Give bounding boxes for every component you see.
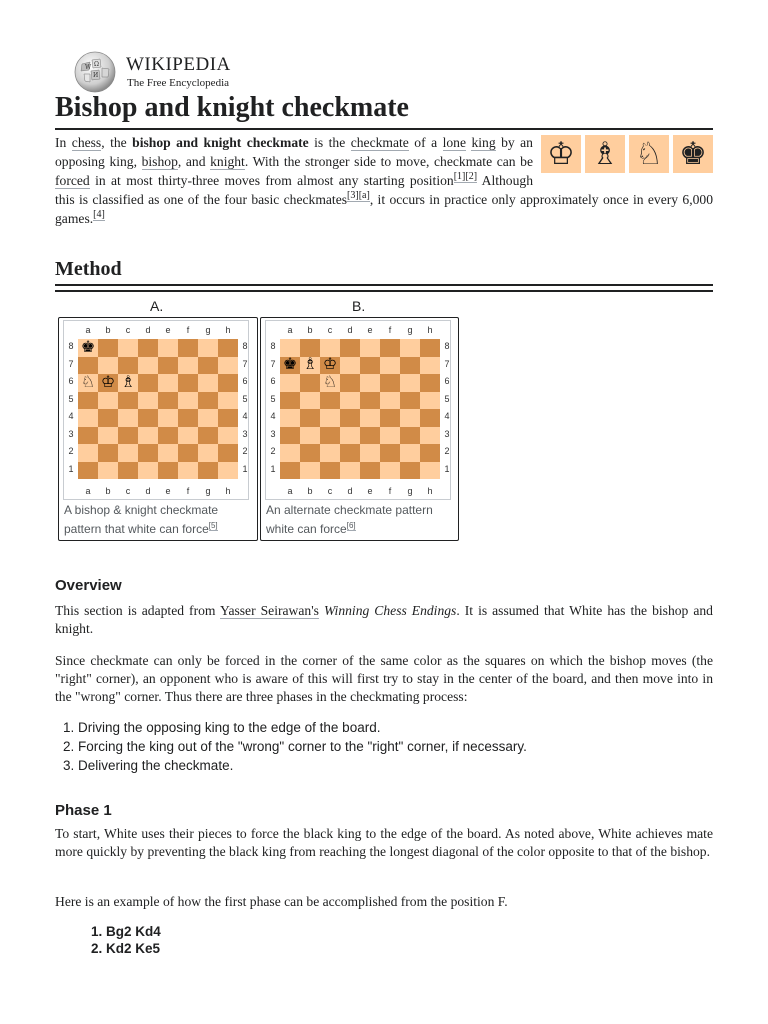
file-label: h <box>427 486 433 496</box>
square-c6 <box>118 374 138 392</box>
file-label: e <box>367 486 373 496</box>
section-heading-overview: Overview <box>55 577 122 594</box>
file-label: d <box>347 325 353 335</box>
link-knight[interactable]: knight <box>210 154 245 169</box>
intro-text: by an opposing king, <box>55 135 533 169</box>
square-f3 <box>380 427 400 445</box>
square-g8 <box>400 339 420 357</box>
section-heading-method: Method <box>55 258 122 280</box>
square-a2 <box>78 444 98 462</box>
square-f6 <box>178 374 198 392</box>
square-g2 <box>400 444 420 462</box>
square-h7 <box>218 357 238 375</box>
square-f2 <box>178 444 198 462</box>
move-list <box>90 923 161 957</box>
square-d8 <box>138 339 158 357</box>
intro-bold-term: bishop and knight checkmate <box>132 135 309 150</box>
chess-board-frame <box>63 320 249 500</box>
rank-label: 1 <box>444 463 450 474</box>
rank-label: 1 <box>242 463 248 474</box>
overview-paragraph-2: Since checkmate can only be forced in the corner of the same color as the squares on which the bishop moves (the "right" corner), an opponent who is aware of this will first try to stay in the center of the board, and then move into in the "wrong" corner. Thus there are three phases in the checkmating process: <box>55 653 713 704</box>
square-c4 <box>118 409 138 427</box>
square-c5 <box>118 392 138 410</box>
file-label: f <box>388 325 392 335</box>
square-g3 <box>400 427 420 445</box>
file-label: g <box>407 486 413 496</box>
rank-label: 2 <box>242 446 248 456</box>
square-g4 <box>400 409 420 427</box>
square-c2 <box>320 444 340 462</box>
square-e7 <box>360 357 380 375</box>
square-b3 <box>98 427 118 445</box>
square-g1 <box>400 462 420 480</box>
square-f1 <box>380 462 400 480</box>
rank-label: 8 <box>242 341 248 351</box>
rank-label: 6 <box>242 376 248 386</box>
rank-label: 4 <box>444 411 450 421</box>
square-b8 <box>98 339 118 357</box>
wikipedia-logo[interactable] <box>72 50 242 94</box>
rank-label: 8 <box>68 341 74 351</box>
square-f4 <box>178 409 198 427</box>
file-label: a <box>287 325 293 335</box>
square-d3 <box>138 427 158 445</box>
square-c1 <box>118 462 138 480</box>
black-king-icon: ♚ <box>673 135 713 173</box>
chess-piece-icon: ♗ <box>120 373 136 391</box>
phase1-paragraph-2: Here is an example of how the first phase can be accomplished from the position F. <box>55 894 508 909</box>
rank-label: 4 <box>270 411 276 421</box>
square-f4 <box>380 409 400 427</box>
square-e2 <box>158 444 178 462</box>
square-f3 <box>178 427 198 445</box>
white-bishop-icon: ♗ <box>585 135 625 173</box>
file-label: a <box>85 325 91 335</box>
square-b6 <box>98 374 118 392</box>
file-label: g <box>205 325 211 335</box>
link-forced[interactable]: forced <box>55 173 90 188</box>
square-e4 <box>158 409 178 427</box>
square-d5 <box>340 392 360 410</box>
square-g6 <box>198 374 218 392</box>
square-g4 <box>198 409 218 427</box>
link-lone[interactable]: lone <box>442 135 466 150</box>
square-e5 <box>158 392 178 410</box>
book-title: Winning Chess Endings <box>323 603 457 618</box>
file-label: f <box>186 486 190 496</box>
square-h5 <box>218 392 238 410</box>
link-king[interactable]: king <box>471 135 496 150</box>
intro-text: In <box>55 135 72 150</box>
file-label: c <box>125 486 131 496</box>
file-label: g <box>407 325 413 335</box>
square-a6 <box>78 374 98 392</box>
square-b4 <box>300 409 320 427</box>
intro-text: , the <box>101 135 133 150</box>
rank-label: 4 <box>242 411 248 421</box>
square-h6 <box>420 374 440 392</box>
caption-text: A bishop & knight checkmate pattern that white can force <box>64 503 219 536</box>
square-a6 <box>280 374 300 392</box>
intro-text: of a <box>408 135 443 150</box>
file-label: b <box>307 325 313 335</box>
white-knight-icon: ♘ <box>629 135 669 173</box>
list-item: 2. Forcing the king out of the "wrong" corner to the "right" corner, if necessary. <box>78 737 527 756</box>
square-a1 <box>280 462 300 480</box>
square-a5 <box>78 392 98 410</box>
chess-piece-icon: ♔ <box>100 373 116 391</box>
reference-link[interactable]: [5] <box>208 521 218 530</box>
reference-link[interactable]: [4] <box>93 209 105 221</box>
rank-label: 6 <box>444 376 450 386</box>
intro-text: , and <box>177 154 211 169</box>
wikipedia-globe-icon <box>72 50 118 94</box>
square-a7 <box>280 357 300 375</box>
square-h2 <box>420 444 440 462</box>
diagram-a <box>58 317 258 541</box>
square-g3 <box>198 427 218 445</box>
square-b3 <box>300 427 320 445</box>
chess-piece-icon: ♗ <box>302 356 318 374</box>
file-label: f <box>388 486 392 496</box>
phase1-paragraph-1: To start, White uses their pieces to force the black king to the edge of the board. As noted above, White achieves mate more quickly by preventing the black king from reaching the longest diagonal of the color opposite to that of the bishop. <box>55 826 713 859</box>
diagram-b-label: B. <box>352 298 366 314</box>
rank-label: 6 <box>270 376 276 386</box>
file-label: g <box>205 486 211 496</box>
rank-label: 6 <box>68 376 74 386</box>
file-label: a <box>287 486 293 496</box>
square-d1 <box>138 462 158 480</box>
square-g7 <box>400 357 420 375</box>
square-f5 <box>178 392 198 410</box>
intro-text: is the <box>308 135 351 150</box>
chess-board-frame <box>265 320 451 500</box>
link-bishop[interactable]: bishop <box>141 154 178 169</box>
rank-label: 2 <box>270 446 276 456</box>
chess-piece-icon: ♔ <box>322 356 338 374</box>
square-b7 <box>98 357 118 375</box>
square-e6 <box>158 374 178 392</box>
intro-text: in at most thirty-three moves from almost any starting position <box>89 173 454 188</box>
square-h1 <box>420 462 440 480</box>
phases-list <box>55 718 527 775</box>
diagram-a-label: A. <box>150 298 164 314</box>
rank-label: 3 <box>242 428 248 439</box>
file-label: e <box>165 325 171 335</box>
square-d4 <box>340 409 360 427</box>
rank-label: 7 <box>68 358 74 369</box>
chess-piece-icon: ♘ <box>80 373 96 391</box>
square-a1 <box>78 462 98 480</box>
rank-label: 7 <box>444 358 450 369</box>
square-h4 <box>420 409 440 427</box>
file-label: b <box>105 325 111 335</box>
link-checkmate[interactable]: checkmate <box>350 135 409 150</box>
reference-link[interactable]: [1][2] <box>453 171 478 183</box>
move-item: 2. Kd2 Ke5 <box>106 940 161 957</box>
logo-wordmark: WIKIPEDIA <box>126 54 231 75</box>
square-f1 <box>178 462 198 480</box>
square-f7 <box>380 357 400 375</box>
square-a5 <box>280 392 300 410</box>
square-c7 <box>320 357 340 375</box>
file-label: d <box>347 486 353 496</box>
chess-board <box>280 339 440 479</box>
square-b2 <box>300 444 320 462</box>
overview-paragraph-1 <box>55 602 713 638</box>
square-d8 <box>340 339 360 357</box>
square-h8 <box>218 339 238 357</box>
file-label: h <box>225 486 231 496</box>
file-label: a <box>85 486 91 496</box>
square-d6 <box>340 374 360 392</box>
square-g5 <box>198 392 218 410</box>
square-d3 <box>340 427 360 445</box>
rank-label: 8 <box>270 341 276 351</box>
reference-link[interactable]: [6] <box>346 521 356 530</box>
square-h4 <box>218 409 238 427</box>
square-c4 <box>320 409 340 427</box>
square-a4 <box>78 409 98 427</box>
square-a3 <box>78 427 98 445</box>
square-c7 <box>118 357 138 375</box>
square-e1 <box>360 462 380 480</box>
square-d4 <box>138 409 158 427</box>
rank-label: 5 <box>444 393 450 404</box>
page-title: Bishop and knight checkmate <box>55 92 409 123</box>
square-h3 <box>218 427 238 445</box>
svg-text:Ω: Ω <box>94 61 99 68</box>
move-item: 1. Bg2 Kd4 <box>106 923 161 940</box>
file-label: b <box>105 486 111 496</box>
list-item: 1. Driving the opposing king to the edge of the board. <box>78 718 527 737</box>
rank-label: 2 <box>444 446 450 456</box>
file-label: c <box>327 325 333 335</box>
file-label: e <box>165 486 171 496</box>
file-label: d <box>145 325 151 335</box>
link-chess[interactable]: chess <box>71 135 102 150</box>
square-e8 <box>158 339 178 357</box>
diagram-b <box>260 317 459 541</box>
rank-label: 7 <box>270 358 276 369</box>
intro-text: Although this is classified as one of the four basic checkmates <box>55 173 533 207</box>
reference-link[interactable]: [3][a] <box>347 190 370 202</box>
square-b6 <box>300 374 320 392</box>
square-h7 <box>420 357 440 375</box>
intro-text: . With the stronger side to move, checkmate can be <box>244 154 533 169</box>
rank-label: 5 <box>242 393 248 404</box>
diagram-caption <box>266 502 451 537</box>
square-b1 <box>98 462 118 480</box>
square-c2 <box>118 444 138 462</box>
square-c3 <box>118 427 138 445</box>
square-e5 <box>360 392 380 410</box>
chess-board <box>78 339 238 479</box>
file-label: b <box>307 486 313 496</box>
square-c3 <box>320 427 340 445</box>
chess-piece-icon: ♚ <box>80 338 96 356</box>
file-label: c <box>125 325 131 335</box>
square-b2 <box>98 444 118 462</box>
square-c6 <box>320 374 340 392</box>
square-f5 <box>380 392 400 410</box>
square-a4 <box>280 409 300 427</box>
square-d2 <box>138 444 158 462</box>
square-f7 <box>178 357 198 375</box>
rank-label: 2 <box>68 446 74 456</box>
file-label: f <box>186 325 190 335</box>
title-divider <box>55 128 713 130</box>
square-e3 <box>158 427 178 445</box>
square-d2 <box>340 444 360 462</box>
file-label: e <box>367 325 373 335</box>
section-heading-phase-1: Phase 1 <box>55 802 112 819</box>
square-c8 <box>118 339 138 357</box>
square-g1 <box>198 462 218 480</box>
square-h8 <box>420 339 440 357</box>
square-a8 <box>280 339 300 357</box>
square-e6 <box>360 374 380 392</box>
square-a2 <box>280 444 300 462</box>
logo-tagline: The Free Encyclopedia <box>127 77 230 89</box>
square-b7 <box>300 357 320 375</box>
chess-piece-icon: ♘ <box>322 373 338 391</box>
rank-label: 7 <box>242 358 248 369</box>
square-b5 <box>98 392 118 410</box>
square-h5 <box>420 392 440 410</box>
rank-label: 1 <box>68 463 74 474</box>
svg-text:И: И <box>93 72 99 79</box>
square-g7 <box>198 357 218 375</box>
square-e2 <box>360 444 380 462</box>
square-e1 <box>158 462 178 480</box>
body-text: . It is assumed that White has the bishop and knight. <box>55 603 713 636</box>
square-a7 <box>78 357 98 375</box>
square-b8 <box>300 339 320 357</box>
square-c8 <box>320 339 340 357</box>
chess-piece-icon: ♚ <box>282 356 298 374</box>
section-divider <box>55 284 713 292</box>
body-text: This section is adapted from <box>55 603 220 618</box>
square-b1 <box>300 462 320 480</box>
svg-text:W: W <box>85 64 92 71</box>
square-e7 <box>158 357 178 375</box>
square-e3 <box>360 427 380 445</box>
link-yasser-seirawan[interactable]: Yasser Seirawan's <box>219 603 319 618</box>
file-label: h <box>225 325 231 335</box>
square-f8 <box>178 339 198 357</box>
square-f6 <box>380 374 400 392</box>
rank-label: 3 <box>68 428 74 439</box>
square-b4 <box>98 409 118 427</box>
square-d7 <box>138 357 158 375</box>
rank-label: 5 <box>270 393 276 404</box>
square-f8 <box>380 339 400 357</box>
diagram-caption <box>64 502 249 537</box>
square-g5 <box>400 392 420 410</box>
square-d7 <box>340 357 360 375</box>
intro-paragraph <box>55 133 713 228</box>
square-a3 <box>280 427 300 445</box>
square-h2 <box>218 444 238 462</box>
list-item: 3. Delivering the checkmate. <box>78 756 527 775</box>
rank-label: 8 <box>444 341 450 351</box>
square-d6 <box>138 374 158 392</box>
square-a8 <box>78 339 98 357</box>
square-e4 <box>360 409 380 427</box>
square-d5 <box>138 392 158 410</box>
rank-label: 4 <box>68 411 74 421</box>
square-h6 <box>218 374 238 392</box>
white-king-icon: ♔ <box>541 135 581 173</box>
square-b5 <box>300 392 320 410</box>
rank-label: 1 <box>270 463 276 474</box>
square-h1 <box>218 462 238 480</box>
intro-text: , it occurs in practice only approximately once in every 6,000 games. <box>55 192 713 226</box>
square-g6 <box>400 374 420 392</box>
infobox-pieces <box>537 135 713 173</box>
rank-label: 3 <box>270 428 276 439</box>
file-label: c <box>327 486 333 496</box>
square-f2 <box>380 444 400 462</box>
square-h3 <box>420 427 440 445</box>
square-c1 <box>320 462 340 480</box>
square-g8 <box>198 339 218 357</box>
rank-label: 3 <box>444 428 450 439</box>
rank-label: 5 <box>68 393 74 404</box>
square-e8 <box>360 339 380 357</box>
file-label: d <box>145 486 151 496</box>
file-label: h <box>427 325 433 335</box>
caption-text: An alternate checkmate pattern white can force <box>266 503 433 536</box>
square-g2 <box>198 444 218 462</box>
square-c5 <box>320 392 340 410</box>
square-d1 <box>340 462 360 480</box>
